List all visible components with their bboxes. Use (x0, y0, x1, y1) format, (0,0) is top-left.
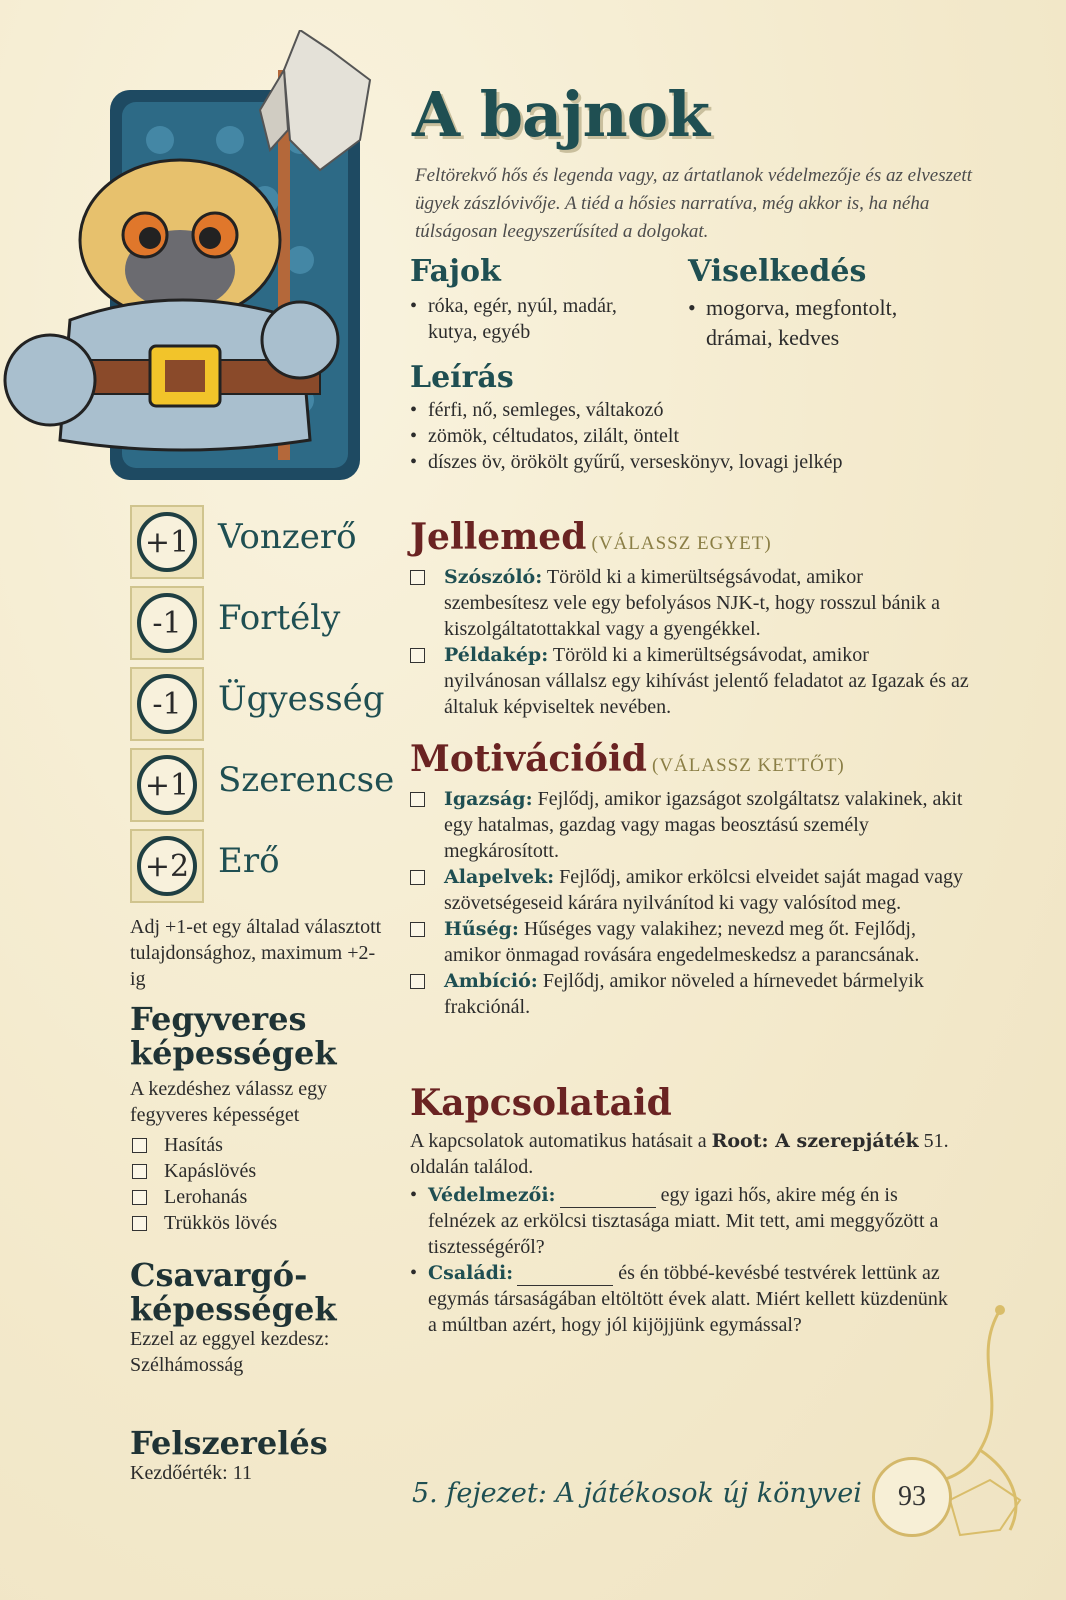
intro-part: A kapcsolatok automatikus hatásait a (410, 1130, 712, 1152)
checkbox[interactable] (410, 974, 425, 989)
item-label: Lerohanás (164, 1186, 248, 1208)
checkbox[interactable] (410, 870, 425, 885)
checkbox[interactable] (410, 648, 425, 663)
list-item (410, 968, 970, 1020)
jellemed-tag: (VÁLASSZ EGYET) (591, 533, 772, 554)
csavargo-section (130, 1258, 390, 1378)
stat-name: Vonzerő (218, 517, 357, 557)
item-name: Ambíció: (444, 970, 538, 992)
csavargo-heading-line1: Csavargó- (130, 1256, 308, 1294)
blank-line[interactable] (517, 1267, 613, 1286)
fajok-heading: Fajok (410, 254, 501, 289)
stat-name: Ügyesség (218, 679, 385, 719)
leiras-heading: Leírás (410, 360, 514, 395)
item-text: Hűséges vagy valakihez; nevezd meg őt. Fejlődj, amikor önmagad rovására engedelmeskedsz a parancsának. (444, 918, 920, 966)
blank-line[interactable] (560, 1189, 656, 1208)
checkbox[interactable] (410, 570, 425, 585)
list-item: • mogorva, megfontolt, drámai, kedves (688, 293, 958, 353)
item-name: Hűség: (444, 918, 519, 940)
stat-badge (130, 748, 204, 822)
leiras-section (410, 360, 1010, 475)
list-item (410, 916, 970, 968)
stat-badge (130, 829, 204, 903)
page-title: A bajnok (412, 78, 710, 151)
list-item (130, 1184, 390, 1210)
stat-row (130, 748, 430, 822)
intro-part: 51. oldalán találod. (410, 1130, 949, 1178)
jellemed-section (410, 516, 970, 720)
list-item (410, 864, 970, 916)
felszereles-heading: Felszerelés (130, 1424, 328, 1462)
item-label: Kapáslövés (164, 1160, 257, 1182)
item-label: Hasítás (164, 1134, 223, 1156)
list-item: • zömök, céltudatos, zilált, öntelt (410, 423, 1010, 449)
checkbox[interactable] (132, 1190, 147, 1205)
item-text: Fejlődj, amikor növeled a hírnevedet bármelyik frakciónál. (444, 970, 924, 1018)
item-text: Töröld ki a kimerültségsávodat, amikor szembesítesz vele egy befolyásos NJK-t, hogy rosszul bánik a kiszolgáltatottakkal vagy a gyengékkel. (444, 566, 940, 640)
motivaciok-section (410, 738, 970, 1020)
checkbox[interactable] (132, 1216, 147, 1231)
list-item (130, 1132, 390, 1158)
list-item (130, 1210, 390, 1236)
intro-text: Feltörekvő hős és legenda vagy, az ártatlanok védelmezője és az elveszett ügyek zászlóvivője. A tiéd a hősies narratíva, még akkor is, ha néha túlságosan leegyszerűsíted a dolgokat. (415, 165, 972, 242)
item-name: Védelmezői: (428, 1184, 556, 1206)
checkbox[interactable] (132, 1164, 147, 1179)
stat-name: Szerencse (218, 760, 395, 800)
fajok-section (410, 254, 670, 345)
list-item (410, 642, 970, 720)
fegyveres-note: A kezdéshez válassz egy fegyveres képességet (130, 1078, 328, 1126)
checkbox[interactable] (410, 792, 425, 807)
viselkedes-section (688, 254, 958, 353)
item-text: és én többé-kevésbé testvérek lettünk az egymás társaságában eltöltött évek alatt. Miért kellett küzdenünk a múltban azért, hogy jól kijöjjünk egymással? (428, 1262, 948, 1336)
motivaciok-heading: Motivációid (410, 738, 647, 780)
stat-badge (130, 667, 204, 741)
csavargo-note: Ezzel az eggyel kezdesz: Szélhámosság (130, 1328, 330, 1376)
stat-row (130, 829, 430, 903)
stat-value: +1 (137, 512, 197, 572)
felszereles-note: Kezdőérték: 11 (130, 1462, 252, 1484)
felszereles-section (130, 1426, 390, 1486)
checkbox[interactable] (410, 922, 425, 937)
viselkedes-heading: Viselkedés (688, 254, 867, 289)
motivaciok-tag: (VÁLASSZ KETTŐT) (651, 755, 845, 776)
item-name: Családi: (428, 1262, 514, 1284)
chapter-footer: 5. fejezet: A játékosok új könyvei (412, 1478, 862, 1509)
item-text: Töröld ki a kimerültségsávodat, amikor nyilvánosan vállalsz egy kihívást jelentő feladatot az Igazak és az általuk képviseltek nevében. (444, 644, 969, 718)
jellemed-heading: Jellemed (410, 516, 587, 558)
list-item (410, 1182, 950, 1260)
stat-note: Adj +1-et egy általad választott tulajdonsághoz, maximum +2-ig (130, 916, 382, 990)
stat-value: -1 (137, 674, 197, 734)
item-name: Szószóló: (444, 566, 543, 588)
fegyveres-section (130, 1002, 390, 1236)
stat-row (130, 505, 430, 579)
item-name: Alapelvek: (444, 866, 555, 888)
list-item (410, 564, 970, 642)
stat-value: -1 (137, 593, 197, 653)
stat-row (130, 586, 430, 660)
champion-illustration (0, 30, 390, 480)
book-title: Root: A szerepjáték (711, 1130, 919, 1152)
list-item (130, 1158, 390, 1184)
item-name: Igazság: (444, 788, 533, 810)
checkbox[interactable] (132, 1138, 147, 1153)
item-text: Fejlődj, amikor erkölcsi elveidet saját magad vagy szövetségeseid kárára nyilvánítod ki vagy valósítod meg. (444, 866, 963, 914)
csavargo-heading-line2: képességek (130, 1290, 337, 1328)
kapcsolatok-intro (410, 1128, 950, 1180)
fegyveres-heading-line2: képességek (130, 1034, 337, 1072)
list-item (410, 786, 970, 864)
stat-name: Erő (218, 841, 280, 881)
fegyveres-heading-line1: Fegyveres (130, 1000, 307, 1038)
list-item: • díszes öv, örökölt gyűrű, verseskönyv, lovagi jelkép (410, 449, 1010, 475)
item-text: egy igazi hős, akire még én is felnézek az erkölcsi tisztasága miatt. Mit tett, ami meggyőzött a tisztességéről? (428, 1184, 939, 1258)
item-text: Fejlődj, amikor igazságot szolgáltatsz valakinek, akit egy hatalmas, gazdag vagy magas beosztású személy megkárosított. (444, 788, 963, 862)
stat-badge (130, 505, 204, 579)
list-item: • férfi, nő, semleges, váltakozó (410, 397, 1010, 423)
stat-value: +2 (137, 836, 197, 896)
stat-name: Fortély (218, 598, 341, 638)
stat-row (130, 667, 430, 741)
item-label: Trükkös lövés (164, 1212, 278, 1234)
kapcsolatok-heading: Kapcsolataid (410, 1082, 672, 1124)
stat-badge (130, 586, 204, 660)
page-number: 93 (872, 1457, 952, 1537)
flourish-ornament (850, 1300, 1040, 1560)
stat-value: +1 (137, 755, 197, 815)
item-name: Példakép: (444, 644, 549, 666)
list-item: • róka, egér, nyúl, madár, kutya, egyéb (410, 293, 670, 345)
